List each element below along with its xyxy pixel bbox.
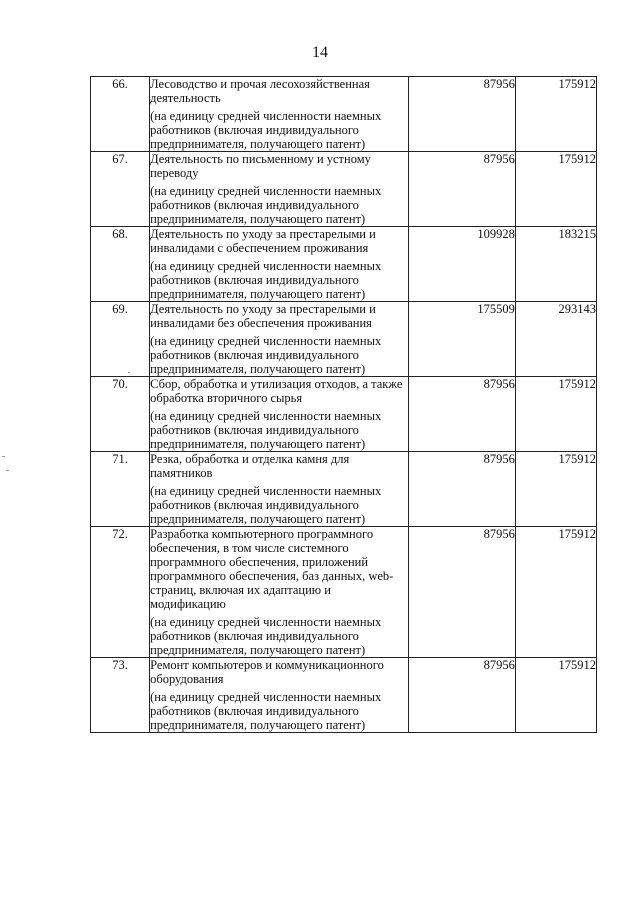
activity-name: Сбор, обработка и утилизация отходов, а также обработка вторичного сырья (150, 377, 403, 405)
calculation-basis: (на единицу средней численности наемных работников (включая индивидуального предпринимателя, получающего патент) (150, 615, 382, 657)
calculation-basis: (на единицу средней численности наемных работников (включая индивидуального предпринимателя, получающего патент) (150, 690, 382, 732)
calculation-basis: (на единицу средней численности наемных работников (включая индивидуального предпринимателя, получающего патент) (150, 334, 382, 376)
table-row (91, 302, 597, 377)
table-row (91, 377, 597, 452)
activity-cell (150, 658, 409, 733)
calculation-basis: (на единицу средней численности наемных работников (включая индивидуального предпринимателя, получающего патент) (150, 109, 382, 151)
value-1: 87956 (408, 152, 515, 227)
row-number: 72. (91, 527, 150, 658)
row-number: 68. (91, 227, 150, 302)
activity-name: Деятельность по уходу за престарелыми и инвалидами без обеспечения проживания (150, 302, 376, 330)
table-row (91, 77, 597, 152)
table-row (91, 658, 597, 733)
activity-name: Лесоводство и прочая лесохозяйственная деятельность (150, 77, 370, 105)
value-2: 293143 (515, 302, 596, 377)
value-1: 109928 (408, 227, 515, 302)
activity-cell (150, 77, 409, 152)
calculation-basis: (на единицу средней численности наемных работников (включая индивидуального предпринимателя, получающего патент) (150, 184, 382, 226)
activity-cell (150, 452, 409, 527)
activity-name: Разработка компьютерного программного обеспечения, в том числе системного программного обеспечения, приложений программного обеспечения, баз данных, web-страниц, включая их адаптацию и модификацию (150, 527, 394, 611)
row-number: 71. (91, 452, 150, 527)
value-2: 183215 (515, 227, 596, 302)
row-number: 70. (91, 377, 150, 452)
activity-cell (150, 302, 409, 377)
table-row (91, 527, 597, 658)
activity-name: Деятельность по письменному и устному переводу (150, 152, 371, 180)
value-2: 175912 (515, 152, 596, 227)
value-2: 175912 (515, 658, 596, 733)
value-2: 175912 (515, 377, 596, 452)
row-number: 66. (91, 77, 150, 152)
value-1: 87956 (408, 527, 515, 658)
row-number: 69. (91, 302, 150, 377)
table-row (91, 152, 597, 227)
calculation-basis: (на единицу средней численности наемных работников (включая индивидуального предпринимателя, получающего патент) (150, 259, 382, 301)
scan-speck (6, 470, 9, 471)
tariff-table (90, 76, 597, 733)
value-2: 175912 (515, 452, 596, 527)
value-1: 87956 (408, 377, 515, 452)
scan-speck (2, 456, 5, 457)
value-2: 175912 (515, 77, 596, 152)
value-2: 175912 (515, 527, 596, 658)
activity-cell (150, 152, 409, 227)
row-number: 67. (91, 152, 150, 227)
activity-cell (150, 227, 409, 302)
activity-cell (150, 527, 409, 658)
table-row (91, 227, 597, 302)
value-1: 87956 (408, 452, 515, 527)
row-number: 73. (91, 658, 150, 733)
value-1: 175509 (408, 302, 515, 377)
activity-name: Ремонт компьютеров и коммуникационного оборудования (150, 658, 384, 686)
calculation-basis: (на единицу средней численности наемных работников (включая индивидуального предпринимателя, получающего патент) (150, 484, 382, 526)
activity-cell (150, 377, 409, 452)
activity-name: Деятельность по уходу за престарелыми и инвалидами с обеспечением проживания (150, 227, 376, 255)
value-1: 87956 (408, 77, 515, 152)
scan-speck (128, 372, 130, 373)
page-number: 14 (312, 44, 328, 61)
value-1: 87956 (408, 658, 515, 733)
activity-name: Резка, обработка и отделка камня для памятников (150, 452, 350, 480)
table-row (91, 452, 597, 527)
calculation-basis: (на единицу средней численности наемных работников (включая индивидуального предпринимателя, получающего патент) (150, 409, 382, 451)
